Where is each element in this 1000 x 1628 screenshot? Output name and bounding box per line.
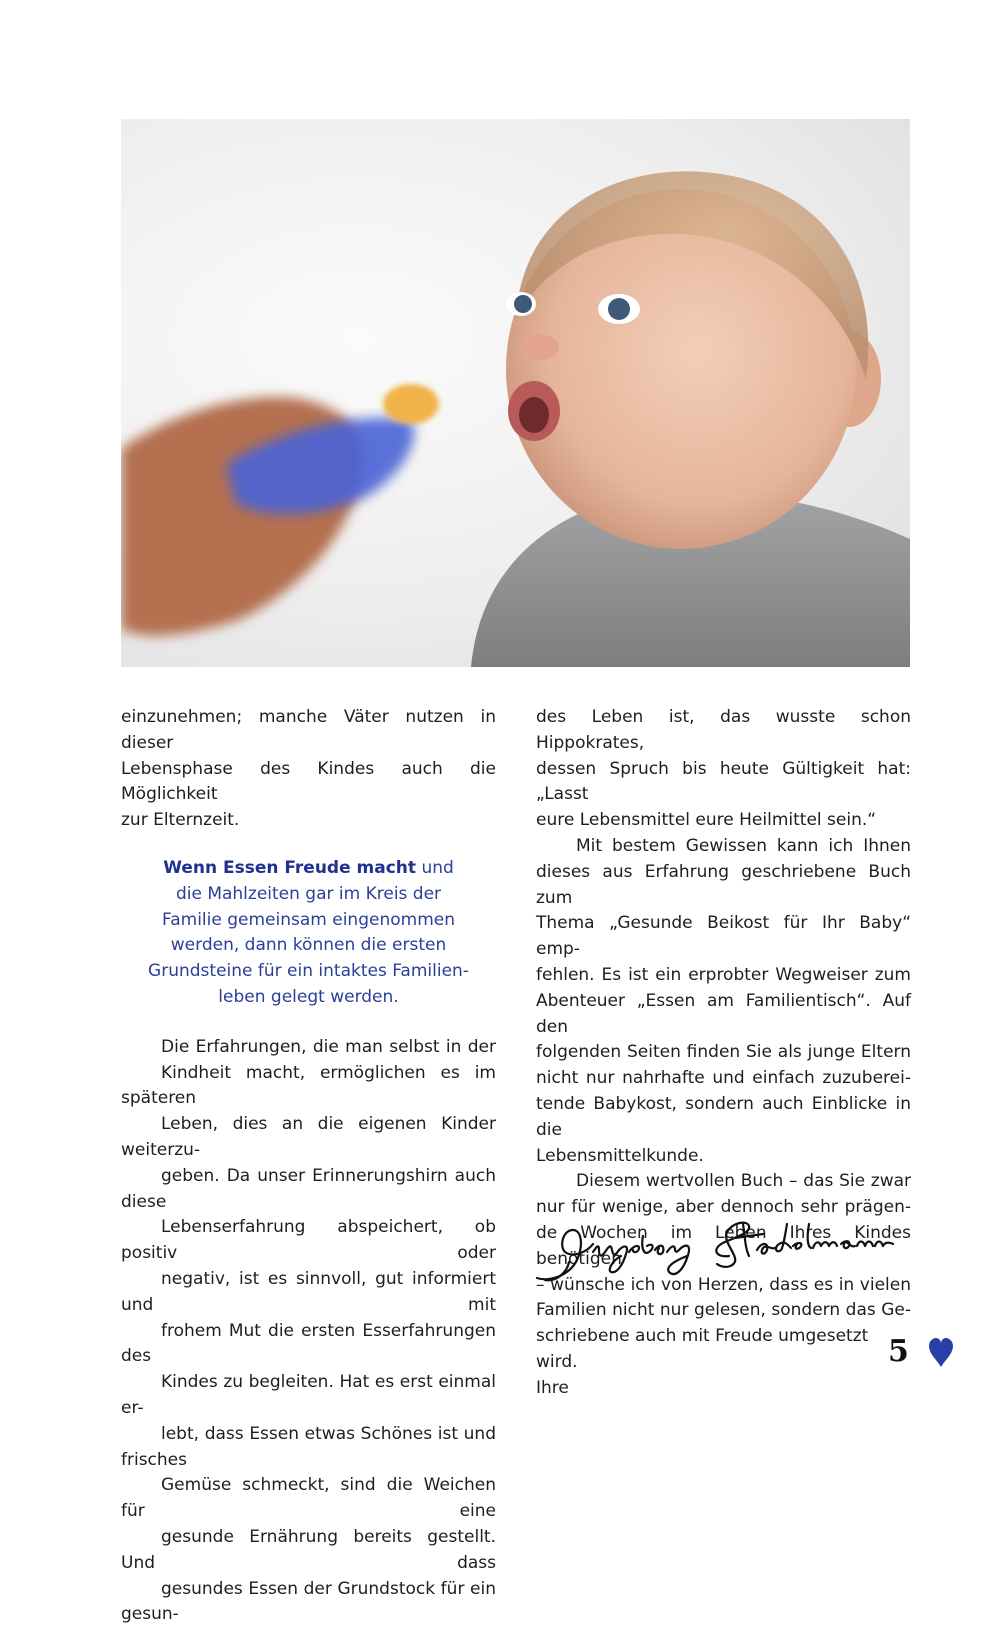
text-line: schriebene auch mit Freude umgesetzt wird. xyxy=(536,1324,911,1376)
text-line: nur für wenige, aber dennoch sehr prägen- xyxy=(536,1195,911,1221)
text-line: Lebensphase des Kindes auch die Möglichkeit xyxy=(121,757,496,809)
text-line: Lebenserfahrung abspeichert, ob positiv oder xyxy=(121,1215,496,1267)
text-line: gesunde Ernährung bereits gestellt. Und dass xyxy=(121,1525,496,1577)
handwritten-signature xyxy=(529,1212,919,1292)
pull-quote xyxy=(121,856,496,1011)
left-text-column xyxy=(121,705,496,1628)
pull-quote-line: leben gelegt werden. xyxy=(121,985,496,1011)
text-line: geben. Da unser Erinnerungshirn auch diese xyxy=(121,1164,496,1216)
text-line: nicht nur nahrhafte und einfach zuzuberei- xyxy=(536,1066,911,1092)
heart-shape xyxy=(928,1338,954,1368)
closing-salutation: Ihre xyxy=(536,1376,911,1402)
right-text-column xyxy=(536,705,911,1402)
intro-paragraph xyxy=(121,705,496,834)
text-line: zur Elternzeit. xyxy=(121,808,496,834)
text-line: einzunehmen; manche Väter nutzen in dieser xyxy=(121,705,496,757)
text-line: Kindes zu begleiten. Hat es erst einmal er- xyxy=(121,1370,496,1422)
recommendation-paragraph xyxy=(536,834,911,1169)
text-line: des Leben ist, das wusste schon Hippokrates, xyxy=(536,705,911,757)
pull-quote-line: Grundsteine für ein intaktes Familien- xyxy=(121,959,496,985)
text-line: dieses aus Erfahrung geschriebene Buch zum xyxy=(536,860,911,912)
text-line: gesundes Essen der Grundstock für ein gesun- xyxy=(121,1577,496,1628)
text-line: Diesem wertvollen Buch – das Sie zwar xyxy=(536,1169,911,1195)
text-line: dessen Spruch bis heute Gültigkeit hat: „Lasst xyxy=(536,757,911,809)
text-line: Die Erfahrungen, die man selbst in der xyxy=(121,1035,496,1061)
text-line: lebt, dass Essen etwas Schönes ist und frisches xyxy=(121,1422,496,1474)
text-line: Leben, dies an die eigenen Kinder weiterzu- xyxy=(121,1112,496,1164)
text-line: Abenteuer „Essen am Familientisch“. Auf den xyxy=(536,989,911,1041)
signature-graphic xyxy=(529,1212,919,1292)
text-line: folgenden Seiten finden Sie als junge Eltern xyxy=(536,1040,911,1066)
text-line: Familien nicht nur gelesen, sondern das Ge- xyxy=(536,1298,911,1324)
page-number: 5 xyxy=(888,1334,909,1369)
pull-quote-line: Familie gemeinsam eingenommen xyxy=(121,908,496,934)
pull-quote-line: werden, dann können die ersten xyxy=(121,933,496,959)
text-line: fehlen. Es ist ein erprobter Wegweiser zum xyxy=(536,963,911,989)
pull-quote-line xyxy=(121,856,496,882)
text-line: – wünsche ich von Herzen, dass es in vielen xyxy=(536,1273,911,1299)
pull-quote-emphasis: Wenn Essen Freude macht xyxy=(163,858,416,878)
body-paragraph xyxy=(121,1035,496,1628)
text-line: negativ, ist es sinnvoll, gut informiert und mit xyxy=(121,1267,496,1319)
text-line: Kindheit macht, ermöglichen es im späteren xyxy=(121,1061,496,1113)
text-line: eure Lebensmittel eure Heilmittel sein.“ xyxy=(536,808,911,834)
continued-paragraph xyxy=(536,705,911,834)
text-line: frohem Mut die ersten Esserfahrungen des xyxy=(121,1319,496,1371)
pull-quote-line: die Mahlzeiten gar im Kreis der xyxy=(121,882,496,908)
text-line: Lebensmittelkunde. xyxy=(536,1144,911,1170)
baby-feeding-photo xyxy=(121,119,910,667)
text-line: tende Babykost, sondern auch Einblicke in die xyxy=(536,1092,911,1144)
text-line: Mit bestem Gewissen kann ich Ihnen xyxy=(536,834,911,860)
text-line: Gemüse schmeckt, sind die Weichen für eine xyxy=(121,1473,496,1525)
baby-being-fed-photo-icon xyxy=(121,119,910,667)
pull-quote-text: und xyxy=(416,858,454,878)
heart-icon xyxy=(928,1338,954,1368)
text-line: Thema „Gesunde Beikost für Ihr Baby“ emp- xyxy=(536,911,911,963)
text-line: de Wochen im Leben Ihres Kindes benötigen xyxy=(536,1221,911,1273)
